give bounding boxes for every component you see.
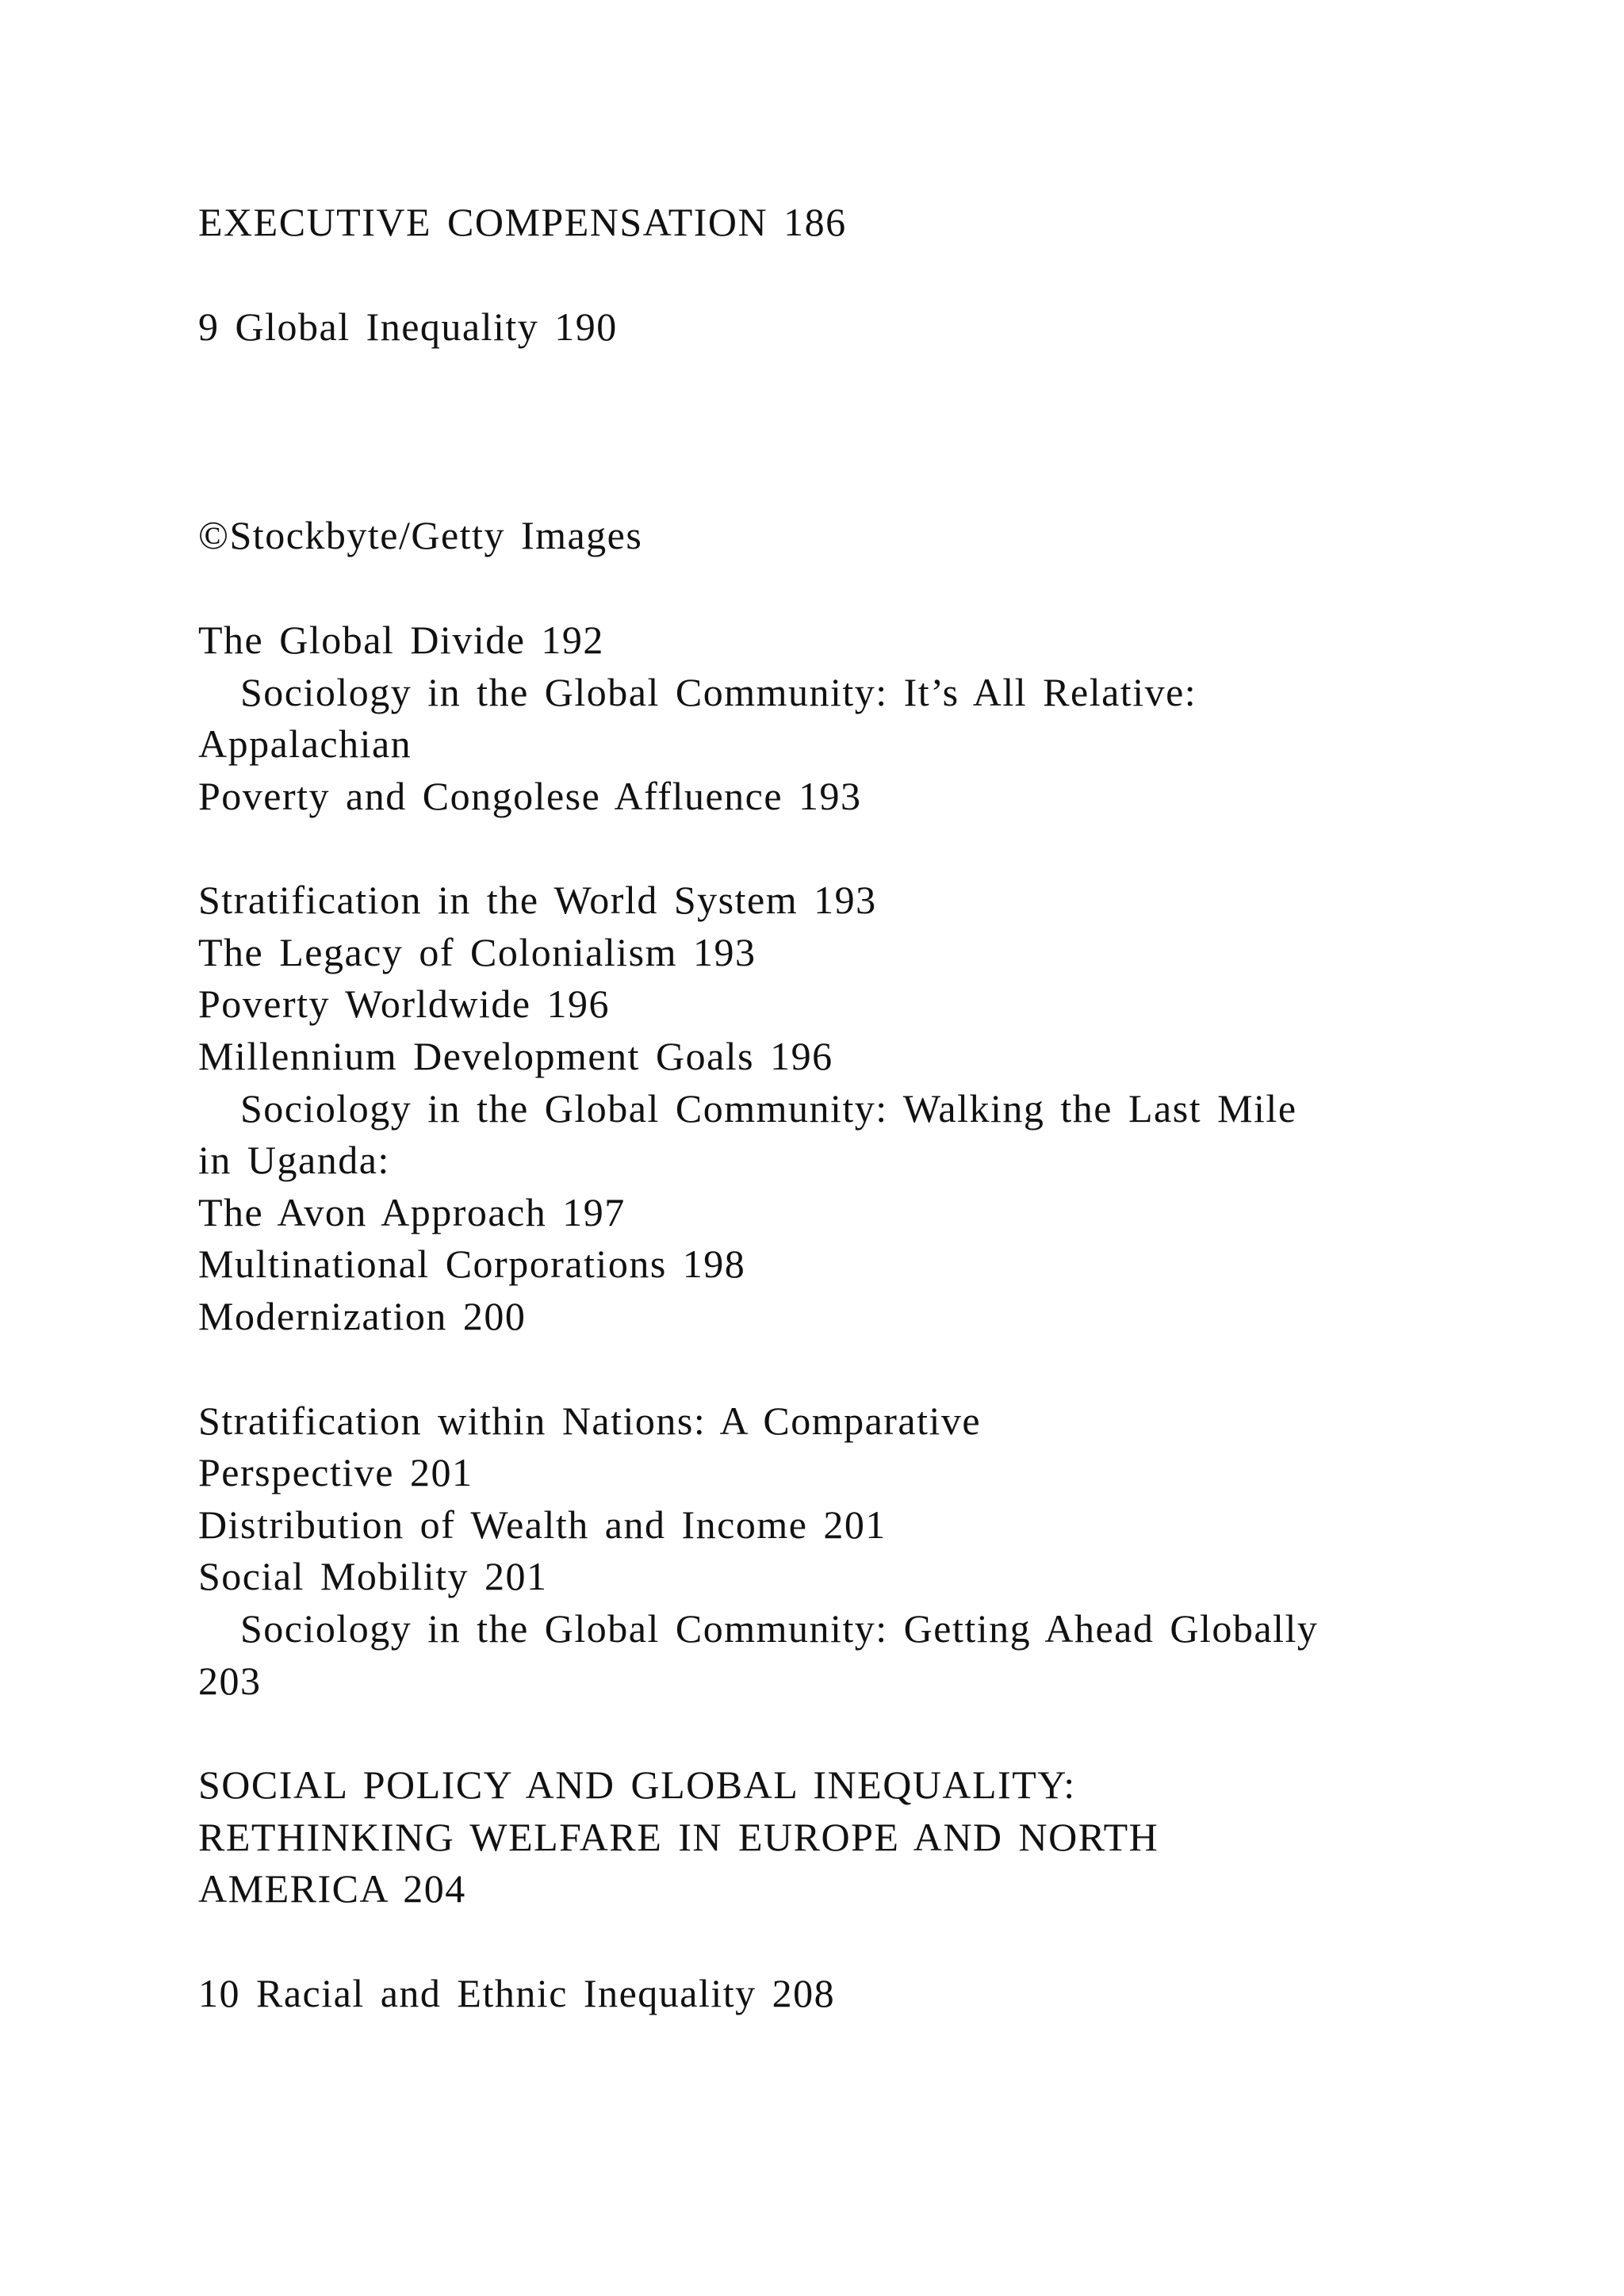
toc-chapter-9-heading: 9 Global Inequality 190 [198,304,618,349]
toc-entry-executive-compensation: EXECUTIVE COMPENSATION 186 [198,200,847,244]
toc-feature-continuation: Poverty and Congolese Affluence 193 [198,774,862,818]
toc-feature-getting-ahead: Sociology in the Global Community: Getting Ahead Globally [240,1606,1319,1651]
image-credit: ©Stockbyte/Getty Images [198,513,643,557]
toc-section-world-system: Stratification in the World System 193 [198,878,877,922]
toc-social-policy-continuation: RETHINKING WELFARE IN EUROPE AND NORTH [198,1815,1159,1859]
toc-feature-continuation: 203 [198,1659,262,1703]
toc-section-global-divide: The Global Divide 192 [198,618,604,662]
toc-feature-its-all-relative: Sociology in the Global Community: It’s All Relative: [240,670,1197,714]
toc-feature-last-mile: Sociology in the Global Community: Walking the Last Mile [240,1086,1297,1131]
toc-social-policy-continuation: AMERICA 204 [198,1866,466,1911]
toc-feature-continuation: Appalachian [198,721,412,766]
toc-subsection-millennium-goals: Millennium Development Goals 196 [198,1034,833,1078]
toc-subsection-modernization: Modernization 200 [198,1294,527,1338]
toc-section-continuation: Perspective 201 [198,1450,473,1494]
toc-subsection-social-mobility: Social Mobility 201 [198,1554,548,1598]
toc-subsection-multinational: Multinational Corporations 198 [198,1242,746,1286]
toc-feature-continuation: The Avon Approach 197 [198,1190,626,1234]
toc-social-policy-heading: SOCIAL POLICY AND GLOBAL INEQUALITY: [198,1762,1076,1807]
toc-feature-continuation: in Uganda: [198,1138,390,1182]
toc-chapter-10-heading: 10 Racial and Ethnic Inequality 208 [198,1971,836,2015]
toc-subsection-colonialism: The Legacy of Colonialism 193 [198,930,756,974]
toc-subsection-wealth-income: Distribution of Wealth and Income 201 [198,1502,887,1547]
toc-section-within-nations: Stratification within Nations: A Comparative [198,1399,982,1443]
toc-subsection-poverty-worldwide: Poverty Worldwide 196 [198,982,611,1026]
